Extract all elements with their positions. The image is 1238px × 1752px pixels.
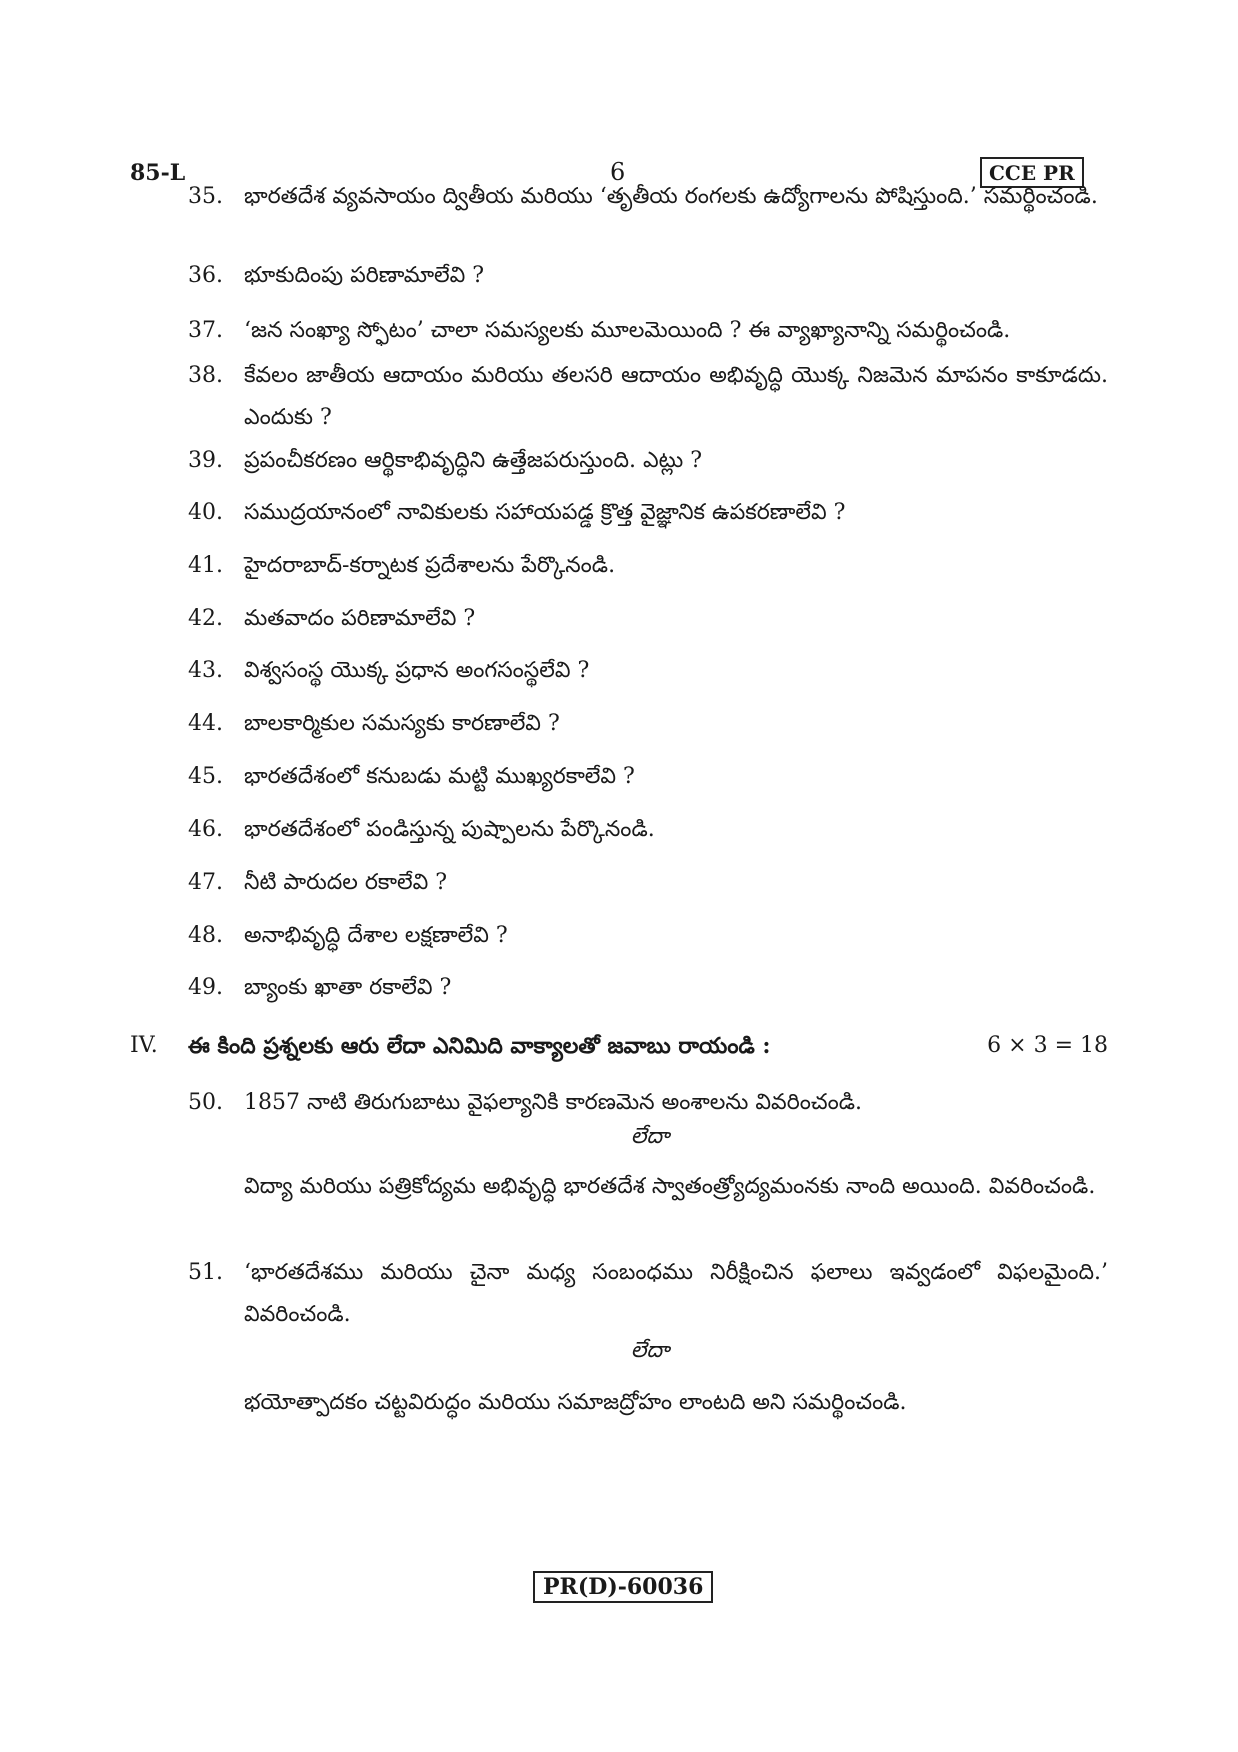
- question-46: [188, 809, 1108, 851]
- question-40: [188, 492, 1108, 534]
- question-51-alternative: భయోత్పాదకం చట్టవిరుద్ధం మరియు సమాజద్రోహం లాంటది అని సమర్థించండి.: [244, 1390, 907, 1415]
- question-text: బ్యాంకు ఖాతా రకాలేవి ?: [244, 975, 452, 1000]
- section-number: IV.: [130, 1033, 158, 1058]
- question-text: 1857 నాటి తిరుగుబాటు వైఫల్యానికి కారణమెన అంశాలను వివరించండి.: [244, 1090, 863, 1115]
- question-39: [188, 440, 1108, 482]
- question-49: [188, 967, 1108, 1009]
- question-42: [188, 598, 1108, 640]
- question-number: 45.: [188, 764, 223, 789]
- question-50-alternative: విద్యా మరియు పత్రికోద్యమ అభివృద్ధి భారతదేశ స్వాతంత్ర్యోద్యమంనకు నాంది అయింది. వివరించండి.: [244, 1174, 1096, 1199]
- question-37: [188, 310, 1108, 352]
- question-number: 35.: [188, 184, 223, 209]
- question-text: ‘జన సంఖ్యా స్ఫోటం’ చాలా సమస్యలకు మూలమెయింది ? ఈ వ్యాఖ్యానాన్ని సమర్థించండి.: [244, 318, 1011, 343]
- question-43: [188, 650, 1108, 692]
- question-text: కేవలం జాతీయ ఆదాయం మరియు తలసరి ఆదాయం అభివృద్ధి యొక్క నిజమెన మాపనం కాకూడదు. ఎందుకు ?: [244, 363, 1108, 430]
- question-number: 37.: [188, 318, 223, 343]
- footer-code: PR(D)-60036: [533, 1571, 713, 1603]
- section-marks: 6 × 3 = 18: [987, 1033, 1108, 1058]
- question-47: [188, 862, 1108, 904]
- section-instruction: ఈ కింది ప్రశ్నలకు ఆరు లేదా ఎనిమిది వాక్యాలతో జవాబు రాయండి :: [188, 1033, 771, 1059]
- page-number: 6: [610, 158, 626, 186]
- question-text: విశ్వసంస్థ యొక్క ప్రధాన అంగసంస్థలేవి ?: [244, 658, 590, 683]
- question-number: 39.: [188, 448, 223, 473]
- question-text: నీటి పారుదల రకాలేవి ?: [244, 870, 448, 895]
- question-51: [188, 1252, 1108, 1336]
- question-number: 51.: [188, 1260, 223, 1285]
- question-text: సముద్రయానంలో నావికులకు సహాయపడ్డ క్రొత్త వైజ్ఞానిక ఉపకరణాలేవి ?: [244, 500, 846, 525]
- question-text: అనాభివృద్ధి దేశాల లక్షణాలేవి ?: [244, 923, 508, 948]
- question-number: 50.: [188, 1090, 223, 1115]
- question-number: 46.: [188, 817, 223, 842]
- question-number: 43.: [188, 658, 223, 683]
- question-41: [188, 545, 1108, 587]
- question-text: హైదరాబాద్-కర్నాటక ప్రదేశాలను పేర్కొనండి.: [244, 553, 616, 578]
- or-label: లేదా: [630, 1338, 670, 1363]
- question-44: [188, 703, 1108, 745]
- series-label: CCE PR: [980, 157, 1084, 188]
- question-text: మతవాదం పరిణామాలేవి ?: [244, 606, 476, 631]
- question-text: భారతదేశ వ్యవసాయం ద్వితీయ మరియు ‘తృతీయ రంగలకు ఉద్యోగాలను పోషిస్తుంది.’ సమర్థించండి.: [244, 184, 1098, 209]
- or-label: లేదా: [630, 1124, 670, 1149]
- question-36: [188, 255, 1108, 297]
- question-text: భారతదేశంలో కనుబడు మట్టి ముఖ్యరకాలేవి ?: [244, 764, 635, 789]
- question-text: ‘భారతదేశము మరియు చైనా మధ్య సంబంధము నిరీక్షించిన ఫలాలు ఇవ్వడంలో విఫలమైంది.’ వివరించండి.: [244, 1260, 1108, 1327]
- question-text: ప్రపంచీకరణం ఆర్థికాభివృద్ధిని ఉత్తేజపరుస్తుంది. ఎట్లు ?: [244, 448, 703, 473]
- question-number: 41.: [188, 553, 223, 578]
- question-45: [188, 756, 1108, 798]
- question-number: 47.: [188, 870, 223, 895]
- paper-code: 85-L: [130, 160, 186, 186]
- question-number: 48.: [188, 923, 223, 948]
- question-number: 49.: [188, 975, 223, 1000]
- question-number: 40.: [188, 500, 223, 525]
- question-50: [188, 1082, 1108, 1124]
- question-number: 44.: [188, 711, 223, 736]
- question-38: [188, 355, 1108, 439]
- question-text: బాలకార్మికుల సమస్యకు కారణాలేవి ?: [244, 711, 560, 736]
- question-48: [188, 915, 1108, 957]
- question-number: 36.: [188, 263, 223, 288]
- question-text: భూకుదింపు పరిణామాలేవి ?: [244, 263, 485, 288]
- question-text: భారతదేశంలో పండిస్తున్న పుష్పాలను పేర్కొనండి.: [244, 817, 655, 842]
- question-35: [188, 176, 1108, 218]
- question-number: 38.: [188, 363, 223, 388]
- question-number: 42.: [188, 606, 223, 631]
